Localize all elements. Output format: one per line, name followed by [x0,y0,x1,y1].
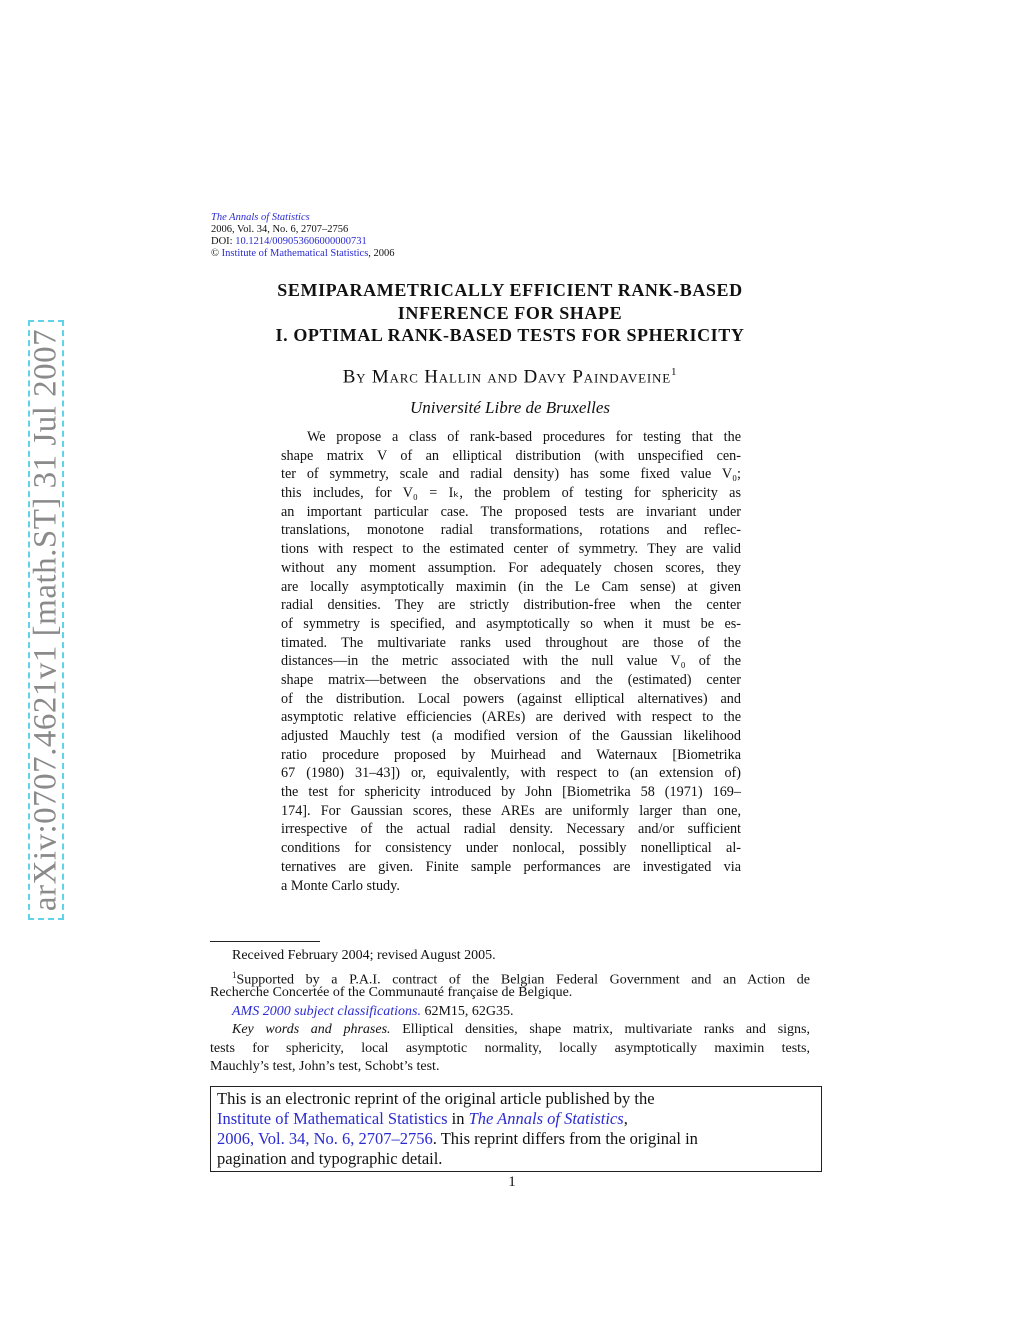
keywords-text: Elliptical densities, shape matrix, multivariate ranks and signs, [390,1022,811,1037]
title-line: I. OPTIMAL RANK-BASED TESTS FOR SPHERICITY [275,325,745,345]
volume-line: 2006, Vol. 34, No. 6, 2707–2756 [211,224,349,235]
arxiv-identifier-text: arXiv:0707.4621v1 [math.ST] 31 Jul 2007 [27,328,64,912]
authors [200,366,820,388]
support-note-line: $^1$Supported by a P.A.I. contract of the Belgian Federal Government and an Action de [232,969,810,988]
abstract [281,428,741,895]
paper-title [200,279,820,347]
abstract-line: asymptotic relative efficiencies (AREs) are derived with respect to the [281,709,741,726]
abstract-line: timated. The multivariate ranks used throughout are those of the [281,634,741,651]
footnote-divider [210,941,320,942]
reprint-notice-box: This is an electronic reprint of the original article published by the Institute of Mathematical Statistics in The Annals of Statistics, 2006, Vol. 34, No. 6, 2707–2756. This reprint differs from the original in pagination and typographic detail. [210,1086,822,1172]
abstract-line: the test for sphericity introduced by John [Biometrika 58 (1971) 169– [281,784,741,801]
institute-link[interactable]: Institute of Mathematical Statistics [217,1109,448,1128]
author-footnote-mark: 1 [670,366,678,378]
doi-label: DOI: [211,236,236,247]
institute-link[interactable]: Institute of Mathematical Statistics [221,248,369,259]
abstract-line: 174]. For Gaussian scores, these AREs are uniformly larger than one, [281,802,741,819]
received-note: Received February 2004; revised August 2005. [232,948,496,963]
footnotes [210,947,810,1077]
abstract-line: a Monte Carlo study. [281,877,400,894]
keywords-text: Mauchly’s test, John’s test, Schobt’s test. [210,1059,440,1074]
copyright-icon: © [211,248,219,259]
page-number: 1 [508,1174,516,1190]
ams-codes: 62M15, 62G35. [420,1003,514,1019]
abstract-line: of the distribution. Local powers (against elliptical alternatives) and [281,690,741,707]
abstract-line: an important particular case. The proposed tests are invariant under [281,503,741,520]
abstract-line: shape matrix V of an elliptical distribution (with unspecified cen- [281,447,741,464]
abstract-line: ter of symmetry, scale and radial density) has some fixed value V₀; [281,466,741,483]
doi-link[interactable]: 10.1214/009053606000000731 [235,236,367,247]
abstract-line: shape matrix—between the observations and the (estimated) center [281,671,741,688]
abstract-line: without any moment assumption. For adequately chosen scores, they [281,559,741,576]
journal-link[interactable]: The Annals of Statistics [468,1109,624,1128]
abstract-line: distances—in the metric associated with the null value V₀ of the [281,653,741,670]
by-label: By [342,366,372,388]
abstract-line: We propose a class of rank-based procedures for testing that the [307,429,741,445]
abstract-line: radial densities. They are strictly distribution-free when the center [281,597,741,614]
abstract-line: ternatives are given. Finite sample performances are investigated via [281,858,741,875]
reprint-line: This is an electronic reprint of the original article published by the [217,1089,655,1108]
keywords-label: Key words and phrases. [232,1022,391,1037]
support-footnote-mark: 1 [232,969,237,980]
journal-link[interactable]: The Annals of Statistics [211,212,310,223]
abstract-line: ratio procedure proposed by Muirhead and Waternaux [Biometrika [281,746,741,763]
arxiv-identifier-stamp [28,320,64,920]
abstract-line: tions with respect to the estimated center of symmetry. They are valid [281,541,741,558]
title-line: INFERENCE FOR SHAPE [397,302,623,323]
abstract-line: conditions for consistency under nonlocal, possibly nonelliptical al- [281,840,741,857]
abstract-line: of symmetry is specified, and asymptotically so when it must be es- [281,615,741,632]
support-note-line: Recherche Concertée of the Communauté française de Belgique. [210,985,573,1000]
abstract-line: this includes, for V₀ = Iₖ, the problem of testing for sphericity as [281,485,741,502]
abstract-line: translations, monotone radial transformations, rotations and reflec- [281,522,741,539]
ams-classification-link[interactable]: AMS 2000 subject classifications. [232,1003,421,1019]
title-line: SEMIPARAMETRICALLY EFFICIENT RANK-BASED [277,280,743,300]
abstract-line: adjusted Mauchly test (a modified version of the Gaussian likelihood [281,728,741,744]
abstract-line: irrespective of the actual radial density. Necessary and/or sufficient [281,821,741,838]
keywords-text: tests for sphericity, local asymptotic normality, locally asymptotically maximin tests, [210,1040,810,1056]
abstract-line: 67 (1980) 31–43]) or, equivalently, with respect to (an extension of) [281,765,741,782]
volume-link[interactable]: 2006, Vol. 34, No. 6, 2707–2756 [217,1129,433,1148]
abstract-line: are locally asymptotically maximin (in the Le Cam sense) at given [281,578,741,595]
journal-header [211,212,395,260]
copyright-year: , 2006 [368,248,395,259]
author-names: Marc Hallin and Davy Paindaveine [371,366,671,388]
affiliation: Université Libre de Bruxelles [409,398,610,417]
reprint-line: pagination and typographic detail. [217,1149,443,1168]
